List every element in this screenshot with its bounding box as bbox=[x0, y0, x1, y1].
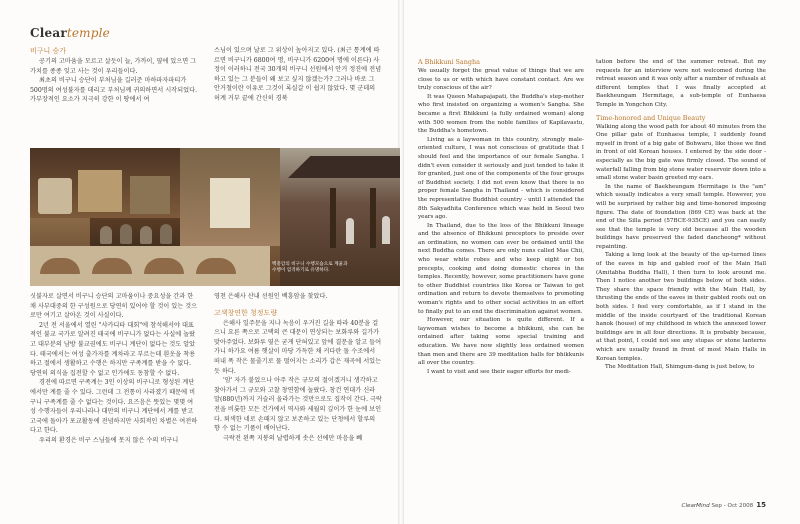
clear-temple-logo bbox=[30, 26, 110, 40]
paragraph: 공기의 고마움을 모르고 살듯이 늘, 가까이, 옆에 있으면 그 가치를 종종 잊고 사는 것이 우리들이다. bbox=[30, 58, 197, 75]
paragraph: However, our situation is quite different. If a laywoman wishes to become a bhikkuni, she can be ordained after taking some special training and education. We have now slightly less ordained women than men and there are 39 meditation halls for bhikkunis all over the country. bbox=[418, 317, 584, 367]
paragraph: 우리의 환경은 비구 스님들에 못지 않은 수의 비구니 bbox=[39, 436, 179, 444]
section-heading-bhikkuni-sangha: A Bhikkuni Sangha bbox=[418, 58, 480, 66]
paragraph: 최초의 비구니 승단이 부처님을 길러준 마하파자파티가 500명의 여성불자를 데리고 부처님께 귀의하면서 시작되었다. 가부장적인 요소가 지극히 강한 이 땅에서 여 bbox=[30, 77, 198, 104]
paragraph: 싯불자로 살면서 비구니 승단의 고마움이나 중요성을 간과 한 채 사부대중의 한 구성원으로 당연히 있어야 할 것이 있는 것으로만 여기고 살아온 것이 사실이다. bbox=[30, 293, 198, 320]
korean-column-2-bottom bbox=[214, 292, 382, 506]
page-footer bbox=[682, 501, 766, 509]
paragraph: '암' 자가 붙었으나 아주 작은 규모의 절이겠거니 생각하고 찾아가서 그 규모와 고찰 창연함에 놀랐다. 창건 연대가 신라 말(880년)까지 거슬러 올라가는 것만으로도 집작이 간다. 극락전을 비롯한 모든 건가에서 역사와 세월의 깊이가 한 눈에 보인다. 퇴색한 네로 손때지 않고 보존하고 있는 단청에서 할루의 향 수 없는 기품이 배어난다. bbox=[214, 377, 382, 433]
paragraph: Walking along the wood path for about 40 minutes from the One pillar gate of Eunhaesa temple, I suddenly found myself in front of a big gate of Bohwaru, like those we find in front of old Korean houses. I entered by the side door - especially as the big gate was firmly closed. The sound of waterfall falling from big stone water reservoir down into a small stone water basin greeted my ears. bbox=[596, 123, 766, 182]
paragraph: In Thailand, due to the loss of the Bhikkuni lineage and the absence of Bhikkuni preceptors to preside over an ordination, no women can ever be ordained until the next Buddha comes. There are only nuns called Mae Chii, who wear white robes and who keep eight or ten precepts, cooking and doing domestic chores in the temples. Recently, however, some practitioners have gone to other Buddhist countries like Korea or Taiwan to get ordination and return to devote themselves to promoting woman's rights and to other social activities in an effort to finally put to an end the discrimination against women. bbox=[418, 222, 584, 315]
paragraph: 경전에 따르면 구족계는 3인 이상의 비구니로 형성된 계단에서만 계를 줄 수 있다. 그런데 그 전통이 사라졌기 때문에 비구니 구족계를 줄 수 없다는 것이다. 요즈음은 뜻있는 몇몇 여성 수행자들이 우리나라나 대만의 비구니 계단에서 계를 받고 고국에 돌아가 포교활동에 전념하지만 사회적인 차별은 여전하다고 한다. bbox=[30, 379, 198, 435]
korean-column-1-bottom bbox=[30, 292, 198, 506]
paragraph: 2년 전 서울에서 열린 "샤카디타 대회"에 참석해서야 대표적인 불교 국가로 알려진 태국에 비구니가 없다는 사실에 놀랐고 대부분의 남방 불교권에도 비구니 계단이 없다는 것도 알았다. 태국에서는 여성 출가자를 계차라고 부르는데 흰옷을 착용하고 절에서 생활하고 수행은 하지만 구족계를 받을 수 없다. 당연히 의식을 집전할 수 없고 인가에도 동참할 수 없다. bbox=[30, 321, 196, 377]
english-column-2 bbox=[596, 58, 766, 498]
korean-column-2-top bbox=[214, 46, 382, 146]
paragraph: 극락전 왼쪽 지붕의 날렵하게 솟은 선에만 마음을 빼 bbox=[223, 434, 363, 442]
paragraph: I want to visit and see their eager efforts for medi- bbox=[427, 368, 571, 375]
footer-brand: ClearMind bbox=[681, 503, 710, 509]
photo-caption: 백흥암의 비구니 수행모습으로 계율과 수행이 엄격하기로 유명하다. bbox=[272, 262, 348, 274]
paragraph: It was Queen Mahapajapati, the Buddha's step-mother who first insisted on organizing a women's Sangha. She became a first Bhikkuni (a fully ordained woman) along with 500 women from the noble families of Kapilavastu, the Buddha's hometown. bbox=[418, 93, 584, 135]
paragraph: 스님이 있으며 날로 그 위상이 높아지고 있다. (최근 통계에 따르면 비구니가 6800여 명, 비구니가 6200여 명에 이른다) 사정이 이러하니 전국 30개의 비구니 선원에서 안거 정진에 전념하고 있는 그 분들이 왜 보고 싶지 않겠는가? 그러나 바로 그 안거철이란 이유로 그것이 록실갈 이 쉽지 않았다. 몇 군데의 허계 거부 끝에 간신히 경북 bbox=[214, 47, 382, 102]
paragraph: tation before the end of the summer retreat. But my requests for an interview were not welcomed during the retreat season and it was only after a number of refusals at different temples that I was finally accepted at Baekheungam Hermitage, a sub-temple of Eunhaesa Temple in Yongchon City. bbox=[596, 59, 766, 108]
paragraph: The Meditation Hall, Shimgum-dang is just below, to bbox=[605, 364, 755, 371]
section-heading-time-honored-kr: 고색창연한 청정도량 bbox=[214, 308, 278, 317]
paragraph: We usually forget the great value of things that we are close to us or with which have constant contact. Are we truly conscious of the air? bbox=[418, 68, 584, 92]
logo-part-temple: temple bbox=[66, 26, 110, 40]
page-number: 15 bbox=[756, 501, 766, 509]
footer-date: Sep - Oct 2008 bbox=[711, 503, 754, 509]
english-column-1 bbox=[418, 58, 584, 510]
section-heading-bhikkuni-sangha-kr: 비구니 승가 bbox=[30, 47, 67, 55]
paragraph: In the name of Baekheungam Hermitage is the "am" which usually indicates a very small temple. However, you will be surprised by rather big and time-honored imposing figure. The date of foundation (869 CE) was back at the end of the Silla period (57BCE-935CE) and you can easily see that the temple is very old because all the wooden buildings have preserved the faded dancheong* without repainting. bbox=[596, 183, 766, 250]
paragraph: 은해사 일주문을 지나 녹음이 우거진 길을 따라 40분을 걸으니 요른 쪽으로 고택의 큰 대문이 연상되는 보화루와 길가가 맞아주었다. 보화루 옆은 굳게 단혀있고 앞에 결문을 알고 들어가니 하가요 여름 햇살이 마당 가득한 채 커다란 돌 수조에서 떠내 폭 작은 물줄기로 물 떨어지는 소리가 갑은 재곡에 서있는 듯 하다. bbox=[214, 319, 382, 375]
paragraph: Living as a laywoman in this country, strongly male-oriented culture, I was not conscious of gratitude that I should feel and the importance of our female Sangha. I didn't even consider it seriously and just tended to take it for granted, just one of the components of the four groups of Buddhist society. I did not even know that there is no proper female Sangha in Thailand - which is considered the representative Buddhist country - until I attended the 8th Sakyadhita Conference which was held in Seoul two years ago. bbox=[418, 136, 584, 221]
logo-part-clear: Clear bbox=[30, 26, 67, 40]
section-heading-time-honored: Time-honored and Unique Beauty bbox=[596, 113, 706, 122]
korean-column-1-top bbox=[30, 46, 198, 146]
paragraph: Taking a long look at the beauty of the up-turned lines of the eaves in hip and gabled roof of the Main Hall (Amitabha Buddha Hall), I then turn to look around me. Then I notice another two buildings below of both sides. They share the space friendly with the Main Hall, by thrusting the ends of the eaves in their gabled roofs out on both sides. I feel very comfortable, as if I stand in the middle of the inside courtyard of the traditional Korean hanok (house) of my childhood in which the annexed lower buildings are in all four directions. It is probably because, at that point, I could not see any stupas or stone lanterns which are usually found in front of most Main Halls in Korean temples. bbox=[596, 252, 766, 362]
paragraph: 영천 은해사 산내 선원인 백흥암을 찾았다. bbox=[214, 293, 328, 300]
